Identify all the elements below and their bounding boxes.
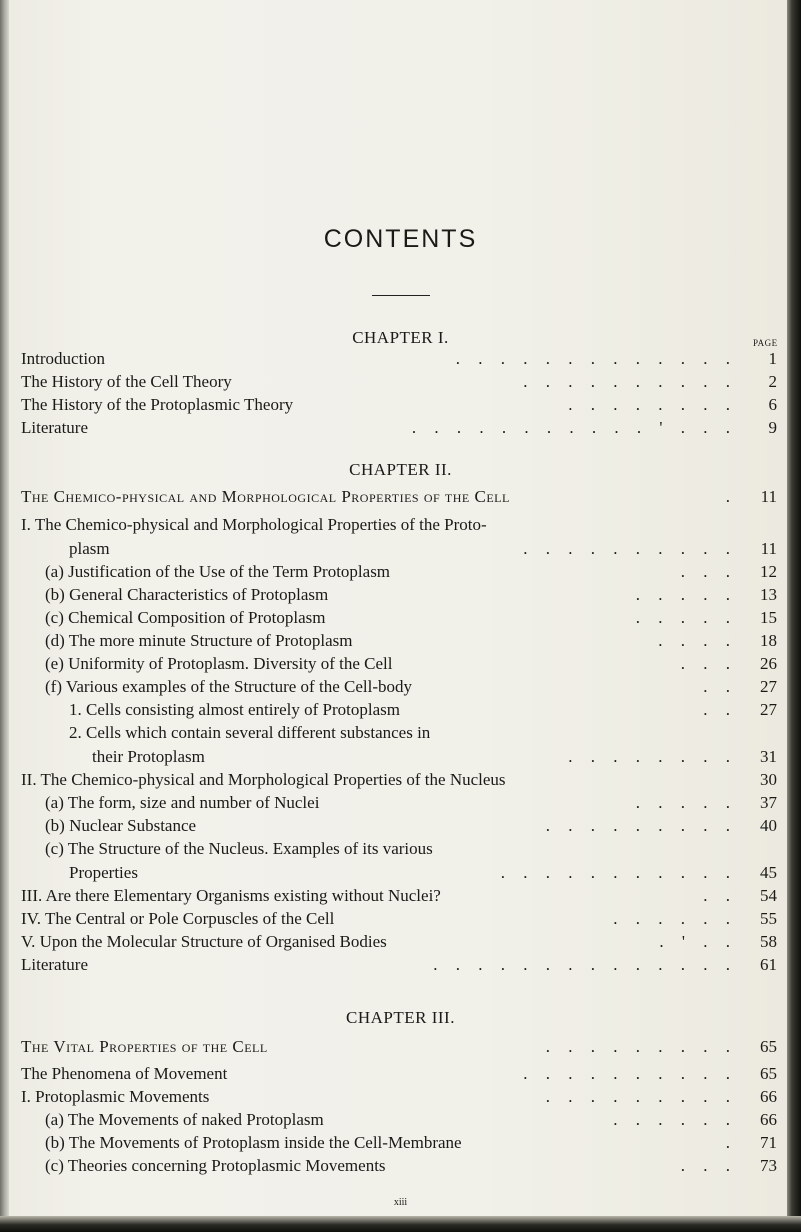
entry-page-number: 37 [760, 793, 777, 812]
toc-entry[interactable] [45, 675, 789, 699]
page-right-edge-shadow [787, 0, 801, 1232]
entry-page-number: 11 [760, 487, 777, 506]
entry-leader-dots: . . . . . . . . . . . [500, 863, 737, 882]
entry-leader-dots: . . . . . [635, 585, 737, 604]
entry-page-number: 71 [760, 1133, 777, 1152]
entry-leader-dots: . ' . . [659, 932, 737, 951]
entry-title: (c) Theories concerning Protoplasmic Movements [45, 1156, 386, 1175]
entry-page-number: 18 [760, 631, 777, 650]
toc-entry[interactable] [45, 791, 789, 815]
entry-page-number: 31 [760, 747, 777, 766]
entry-title: (c) Chemical Composition of Protoplasm [45, 608, 326, 627]
entry-leader-dots: . . . . . . . . . . . . . . [433, 955, 737, 974]
toc-entry[interactable] [21, 513, 789, 537]
toc-entry[interactable] [21, 953, 789, 977]
contents-title: CONTENTS [323, 225, 478, 253]
toc-entry[interactable] [21, 768, 789, 792]
entry-title: (b) The Movements of Protoplasm inside the Cell-Membrane [45, 1133, 462, 1152]
entry-title: their Protoplasm [92, 747, 205, 766]
toc-entry[interactable] [45, 1108, 789, 1132]
toc-entry[interactable] [21, 1062, 789, 1086]
entry-title: The History of the Cell Theory [21, 372, 232, 391]
entry-title: IV. The Central or Pole Corpuscles of the Cell [21, 909, 335, 928]
entry-page-number: 26 [760, 654, 777, 673]
toc-entry[interactable] [45, 629, 789, 653]
toc-entry[interactable] [45, 652, 789, 676]
entry-leader-dots: . . . . . . [613, 909, 737, 928]
entry-title: The History of the Protoplasmic Theory [21, 395, 294, 414]
entry-title: (b) Nuclear Substance [45, 816, 197, 835]
entry-leader-dots: . . [703, 677, 737, 696]
entry-page-number: 6 [768, 395, 777, 414]
toc-entry[interactable] [21, 370, 789, 394]
entry-title: Introduction [21, 349, 106, 368]
entry-title: (f) Various examples of the Structure of the Cell-body [45, 677, 412, 696]
entry-leader-dots: . . . . . . . . [568, 395, 737, 414]
entry-title: Literature [21, 418, 89, 437]
chapter-1-heading: CHAPTER I. [352, 328, 449, 347]
entry-title: II. The Chemico-physical and Morphological Properties of the Nucleus [21, 770, 506, 789]
toc-entry[interactable] [45, 1131, 789, 1155]
entry-title: (c) The Structure of the Nucleus. Examples of its various [45, 839, 433, 858]
entry-leader-dots: . . . . . . . . . . [523, 372, 737, 391]
entry-page-number: 30 [760, 770, 777, 789]
toc-entry[interactable] [45, 837, 789, 861]
entry-leader-dots: . . . [680, 562, 737, 581]
toc-entry[interactable] [45, 560, 789, 584]
toc-entry[interactable] [69, 861, 789, 885]
entry-title: Literature [21, 955, 89, 974]
entry-title: I. The Chemico-physical and Morphological Properties of the Proto- [21, 515, 487, 534]
entry-page-number: 13 [760, 585, 777, 604]
toc-entry[interactable] [21, 930, 789, 954]
entry-leader-dots: . . . . . . . . . . . ' . . . [411, 418, 737, 437]
entry-title: (d) The more minute Structure of Protoplasm [45, 631, 353, 650]
toc-entry[interactable] [21, 1035, 789, 1059]
entry-page-number: 61 [760, 955, 777, 974]
toc-entry[interactable] [21, 485, 789, 509]
entry-page-number: 58 [760, 932, 777, 951]
page-folio: xiii [393, 1197, 408, 1208]
entry-page-number: 66 [760, 1087, 777, 1106]
entry-leader-dots: . . . . . . . . . [545, 816, 737, 835]
entry-page-number: 9 [768, 418, 777, 437]
chapter-2-heading: CHAPTER II. [349, 460, 452, 479]
toc-entry[interactable] [21, 884, 789, 908]
entry-leader-dots: . . . [680, 654, 737, 673]
entry-leader-dots: . . . . . . . . . [545, 1037, 737, 1056]
entry-title: (a) The Movements of naked Protoplasm [45, 1110, 324, 1129]
entry-page-number: 40 [760, 816, 777, 835]
entry-page-number: 54 [760, 886, 777, 905]
toc-entry[interactable] [45, 583, 789, 607]
entry-title: The Vital Properties of the Cell [21, 1037, 268, 1056]
entry-leader-dots: . . . . [658, 631, 737, 650]
entry-leader-dots: . . [703, 700, 737, 719]
entry-leader-dots: . [725, 1133, 737, 1152]
entry-leader-dots: . . . [680, 1156, 737, 1175]
toc-entry[interactable] [92, 745, 789, 769]
entry-title: The Chemico-physical and Morphological Properties of the Cell [21, 487, 510, 506]
toc-entry[interactable] [45, 814, 789, 838]
entry-page-number: 65 [760, 1064, 777, 1083]
entry-leader-dots: . . . . . . . . . [545, 1087, 737, 1106]
entry-title: 1. Cells consisting almost entirely of Protoplasm [69, 700, 401, 719]
entry-leader-dots: . . [703, 886, 737, 905]
toc-entry[interactable] [45, 1154, 789, 1178]
entry-title: (e) Uniformity of Protoplasm. Diversity of the Cell [45, 654, 393, 673]
title-rule [372, 295, 430, 296]
entry-page-number: 55 [760, 909, 777, 928]
toc-entry[interactable] [45, 606, 789, 630]
entry-page-number: 27 [760, 700, 777, 719]
entry-page-number: 73 [760, 1156, 777, 1175]
entry-title: The Phenomena of Movement [21, 1064, 228, 1083]
entry-page-number: 45 [760, 863, 777, 882]
chapter-3-heading: CHAPTER III. [346, 1008, 455, 1027]
entry-page-number: 27 [760, 677, 777, 696]
toc-entry[interactable] [21, 393, 789, 417]
entry-title: (b) General Characteristics of Protoplasm [45, 585, 329, 604]
toc-entry[interactable] [69, 537, 789, 561]
toc-entry[interactable] [69, 698, 789, 722]
toc-entry[interactable] [21, 907, 789, 931]
entry-leader-dots: . . . . . . [613, 1110, 737, 1129]
entry-title: V. Upon the Molecular Structure of Organised Bodies [21, 932, 387, 951]
entry-leader-dots: . [725, 487, 737, 506]
entry-page-number: 1 [768, 349, 777, 368]
entry-leader-dots: . . . . . [635, 608, 737, 627]
entry-title: III. Are there Elementary Organisms existing without Nuclei? [21, 886, 441, 905]
entry-title: plasm [69, 539, 110, 558]
page-left-edge-shadow [0, 0, 9, 1232]
entry-leader-dots: . . . . . . . . . . . . . [455, 349, 737, 368]
entry-page-number: 2 [768, 372, 777, 391]
toc-entry[interactable] [21, 416, 789, 440]
entry-page-number: 66 [760, 1110, 777, 1129]
entry-page-number: 65 [760, 1037, 777, 1056]
page-column-label: PAGE [753, 338, 778, 348]
entry-leader-dots: . . . . . [635, 793, 737, 812]
toc-entry[interactable] [21, 347, 789, 371]
entry-page-number: 11 [760, 539, 777, 558]
entry-title: (a) Justification of the Use of the Term Protoplasm [45, 562, 391, 581]
page-bottom-edge-shadow [0, 1216, 801, 1232]
entry-leader-dots: . . . . . . . . . . [523, 539, 737, 558]
toc-entry[interactable] [69, 721, 789, 745]
entry-title: (a) The form, size and number of Nuclei [45, 793, 320, 812]
entry-page-number: 12 [760, 562, 777, 581]
entry-page-number: 15 [760, 608, 777, 627]
entry-title: I. Protoplasmic Movements [21, 1087, 210, 1106]
entry-title: Properties [69, 863, 138, 882]
entry-leader-dots: . . . . . . . . . . [523, 1064, 737, 1083]
entry-leader-dots: . . . . . . . . [568, 747, 737, 766]
entry-title: 2. Cells which contain several different substances in [69, 723, 431, 742]
toc-entry[interactable] [21, 1085, 789, 1109]
